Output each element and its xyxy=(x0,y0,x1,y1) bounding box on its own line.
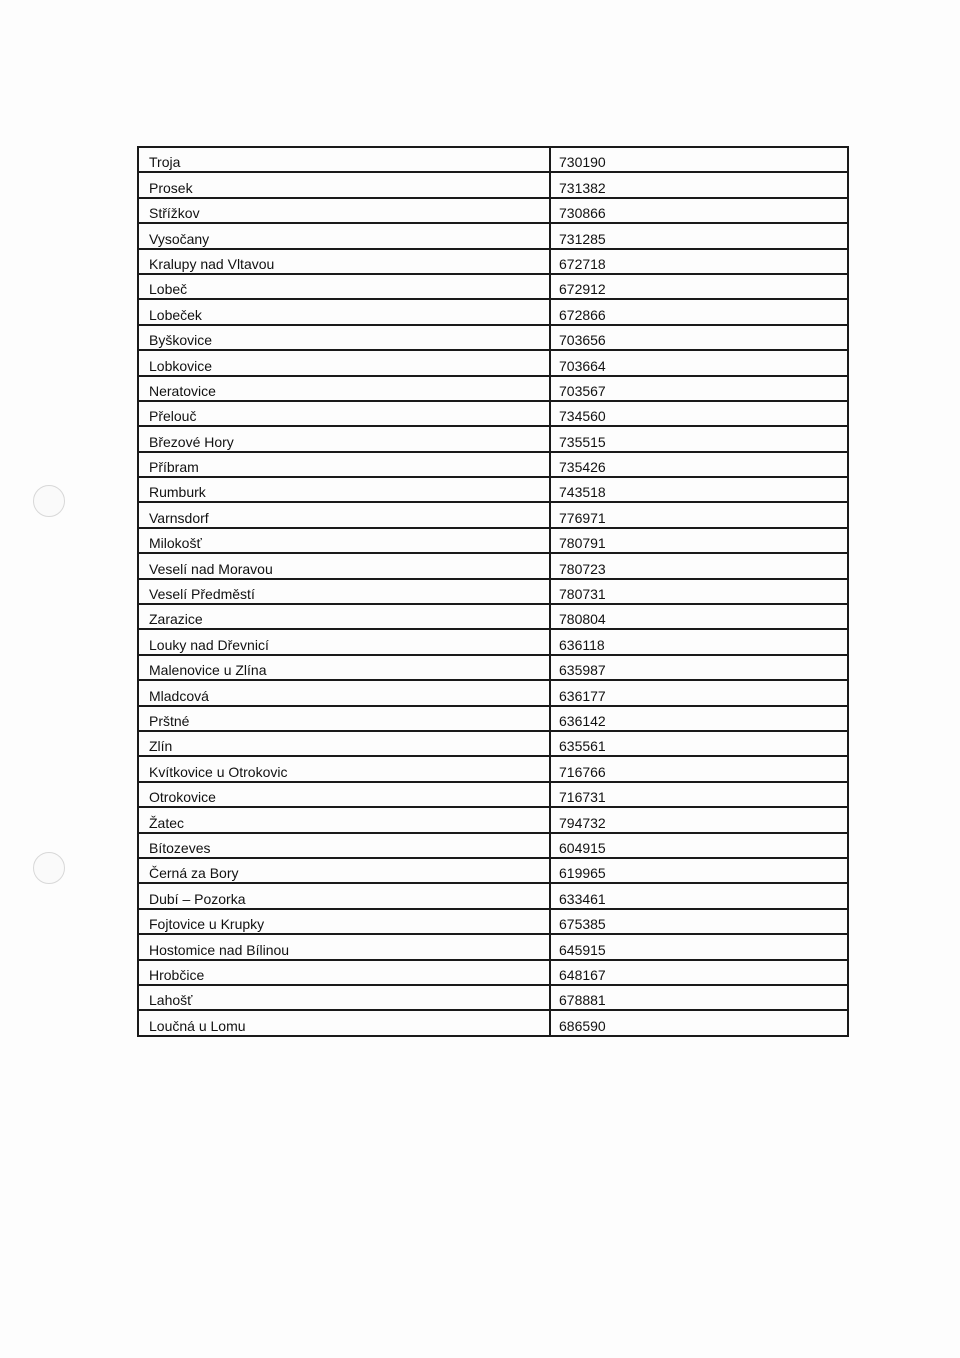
area-name: Rumburk xyxy=(149,484,206,501)
table-row xyxy=(138,655,848,680)
table-row xyxy=(138,452,848,477)
area-name-cell xyxy=(138,680,550,705)
area-code: 672718 xyxy=(559,255,606,272)
area-name-cell xyxy=(138,249,550,274)
area-code: 730866 xyxy=(559,205,606,222)
area-code: 633461 xyxy=(559,890,606,907)
area-code: 780791 xyxy=(559,535,606,552)
area-code-cell xyxy=(550,833,848,858)
area-code: 780804 xyxy=(559,611,606,628)
table-row xyxy=(138,807,848,832)
area-code: 776971 xyxy=(559,509,606,526)
area-name-cell xyxy=(138,909,550,934)
area-code-cell xyxy=(550,198,848,223)
table-row xyxy=(138,909,848,934)
area-name: Kvítkovice u Otrokovic xyxy=(149,763,288,780)
area-name-cell xyxy=(138,401,550,426)
area-code: 686590 xyxy=(559,1017,606,1034)
area-name-cell xyxy=(138,350,550,375)
area-name: Varnsdorf xyxy=(149,509,209,526)
table-row xyxy=(138,960,848,985)
area-code-cell xyxy=(550,426,848,451)
table-row xyxy=(138,934,848,959)
area-code: 645915 xyxy=(559,941,606,958)
area-code: 716766 xyxy=(559,763,606,780)
area-name: Byškovice xyxy=(149,332,213,349)
area-name-cell xyxy=(138,376,550,401)
area-name-cell xyxy=(138,604,550,629)
table-row xyxy=(138,198,848,223)
area-code-cell xyxy=(550,960,848,985)
area-name: Březové Hory xyxy=(149,433,234,450)
area-code: 731382 xyxy=(559,179,606,196)
area-code-cell xyxy=(550,376,848,401)
table-row xyxy=(138,426,848,451)
area-code-cell xyxy=(550,502,848,527)
table-row xyxy=(138,985,848,1010)
area-code-cell xyxy=(550,223,848,248)
area-code-cell xyxy=(550,858,848,883)
area-code: 735426 xyxy=(559,459,606,476)
area-code-cell xyxy=(550,579,848,604)
area-name: Lobkovice xyxy=(149,357,213,374)
area-name: Černá za Bory xyxy=(149,865,239,882)
table-row xyxy=(138,147,848,172)
table-row xyxy=(138,249,848,274)
area-name: Neratovice xyxy=(149,382,216,399)
area-name: Žatec xyxy=(149,814,185,831)
area-name: Kralupy nad Vltavou xyxy=(149,255,275,272)
area-name-cell xyxy=(138,782,550,807)
table-row xyxy=(138,833,848,858)
area-name: Mladcová xyxy=(149,687,209,704)
area-code: 743518 xyxy=(559,484,606,501)
table-body xyxy=(138,147,848,1036)
area-name: Střížkov xyxy=(149,205,200,222)
area-code: 619965 xyxy=(559,865,606,882)
table-row xyxy=(138,1010,848,1035)
area-name-cell xyxy=(138,883,550,908)
area-name: Louky nad Dřevnicí xyxy=(149,636,269,653)
area-code: 780723 xyxy=(559,560,606,577)
table-row xyxy=(138,350,848,375)
area-code-cell xyxy=(550,249,848,274)
area-name: Hrobčice xyxy=(149,966,205,983)
table-row xyxy=(138,756,848,781)
area-code-cell xyxy=(550,528,848,553)
area-name: Lobeček xyxy=(149,306,202,323)
area-code-cell xyxy=(550,350,848,375)
table-row xyxy=(138,325,848,350)
area-code-cell xyxy=(550,629,848,654)
area-name: Příbram xyxy=(149,459,199,476)
area-name: Vysočany xyxy=(149,230,210,247)
area-name-cell xyxy=(138,985,550,1010)
area-code: 675385 xyxy=(559,916,606,933)
table-row xyxy=(138,883,848,908)
table-row xyxy=(138,502,848,527)
area-name: Loučná u Lomu xyxy=(149,1017,246,1034)
area-name-cell xyxy=(138,502,550,527)
area-code-cell xyxy=(550,325,848,350)
area-name: Lobeč xyxy=(149,281,188,298)
area-name-cell xyxy=(138,1010,550,1035)
area-code: 635987 xyxy=(559,662,606,679)
area-code-cell xyxy=(550,883,848,908)
area-name: Prosek xyxy=(149,179,193,196)
area-name-cell xyxy=(138,934,550,959)
area-code-cell xyxy=(550,985,848,1010)
table-row xyxy=(138,579,848,604)
area-code-cell xyxy=(550,655,848,680)
area-name-cell xyxy=(138,274,550,299)
area-code: 703567 xyxy=(559,382,606,399)
area-code-cell xyxy=(550,909,848,934)
area-name: Přelouč xyxy=(149,408,197,425)
area-code-cell xyxy=(550,680,848,705)
area-code: 780731 xyxy=(559,586,606,603)
area-name-cell xyxy=(138,223,550,248)
area-code-cell xyxy=(550,477,848,502)
area-code: 648167 xyxy=(559,966,606,983)
area-code-cell xyxy=(550,401,848,426)
area-code: 794732 xyxy=(559,814,606,831)
area-name-cell xyxy=(138,477,550,502)
table-row xyxy=(138,858,848,883)
area-code-cell xyxy=(550,782,848,807)
table-row xyxy=(138,731,848,756)
area-code: 734560 xyxy=(559,408,606,425)
table-row xyxy=(138,629,848,654)
area-code-cell xyxy=(550,274,848,299)
table-row xyxy=(138,604,848,629)
table-row xyxy=(138,299,848,324)
table-row xyxy=(138,376,848,401)
area-code-cell xyxy=(550,1010,848,1035)
area-code: 635561 xyxy=(559,738,606,755)
area-name: Dubí – Pozorka xyxy=(149,890,246,907)
area-name: Bítozeves xyxy=(149,839,211,856)
area-code-cell xyxy=(550,756,848,781)
area-name-cell xyxy=(138,553,550,578)
area-code: 604915 xyxy=(559,839,606,856)
area-name-cell xyxy=(138,655,550,680)
area-code: 716731 xyxy=(559,789,606,806)
area-name-cell xyxy=(138,452,550,477)
area-name-cell xyxy=(138,807,550,832)
area-name-cell xyxy=(138,172,550,197)
area-code: 731285 xyxy=(559,230,606,247)
area-name-cell xyxy=(138,706,550,731)
area-name: Veselí Předměstí xyxy=(149,586,255,603)
table-row xyxy=(138,528,848,553)
area-code: 636118 xyxy=(559,636,605,653)
area-code-cell xyxy=(550,706,848,731)
table-row xyxy=(138,223,848,248)
area-code-cell xyxy=(550,934,848,959)
area-name-cell xyxy=(138,528,550,553)
area-code: 672866 xyxy=(559,306,606,323)
area-name: Zlín xyxy=(149,738,173,755)
area-code-cell xyxy=(550,172,848,197)
table-row xyxy=(138,553,848,578)
area-name: Prštné xyxy=(149,712,190,729)
area-name-cell xyxy=(138,833,550,858)
area-name-cell xyxy=(138,299,550,324)
cadastral-area-table xyxy=(137,146,849,1037)
table-row xyxy=(138,477,848,502)
table-row xyxy=(138,706,848,731)
area-code: 678881 xyxy=(559,992,606,1009)
area-name-cell xyxy=(138,629,550,654)
area-name: Lahošť xyxy=(149,992,193,1009)
area-name-cell xyxy=(138,579,550,604)
area-name-cell xyxy=(138,756,550,781)
table-row xyxy=(138,172,848,197)
area-code-cell xyxy=(550,604,848,629)
table-row xyxy=(138,680,848,705)
area-name: Hostomice nad Bílinou xyxy=(149,941,290,958)
area-name: Malenovice u Zlína xyxy=(149,662,267,679)
area-code-cell xyxy=(550,452,848,477)
area-code: 636177 xyxy=(559,687,606,704)
area-code-cell xyxy=(550,553,848,578)
area-code-cell xyxy=(550,807,848,832)
punch-hole-mark xyxy=(33,485,65,517)
area-code: 636142 xyxy=(559,712,606,729)
area-name: Fojtovice u Krupky xyxy=(149,916,265,933)
area-name: Troja xyxy=(149,154,181,171)
area-code: 703664 xyxy=(559,357,606,374)
table-row xyxy=(138,782,848,807)
area-name: Zarazice xyxy=(149,611,203,628)
area-name-cell xyxy=(138,426,550,451)
area-name: Veselí nad Moravou xyxy=(149,560,273,577)
area-name-cell xyxy=(138,147,550,172)
area-name-cell xyxy=(138,960,550,985)
area-name-cell xyxy=(138,858,550,883)
area-code: 735515 xyxy=(559,433,606,450)
area-name-cell xyxy=(138,325,550,350)
area-name-cell xyxy=(138,198,550,223)
punch-hole-mark xyxy=(33,852,65,884)
area-name: Milokošť xyxy=(149,535,202,552)
area-code: 672912 xyxy=(559,281,606,298)
area-name-cell xyxy=(138,731,550,756)
table-row xyxy=(138,401,848,426)
area-code-cell xyxy=(550,147,848,172)
table-row xyxy=(138,274,848,299)
area-code: 730190 xyxy=(559,154,606,171)
area-code: 703656 xyxy=(559,332,606,349)
area-code-cell xyxy=(550,731,848,756)
area-name: Otrokovice xyxy=(149,789,216,806)
area-code-cell xyxy=(550,299,848,324)
